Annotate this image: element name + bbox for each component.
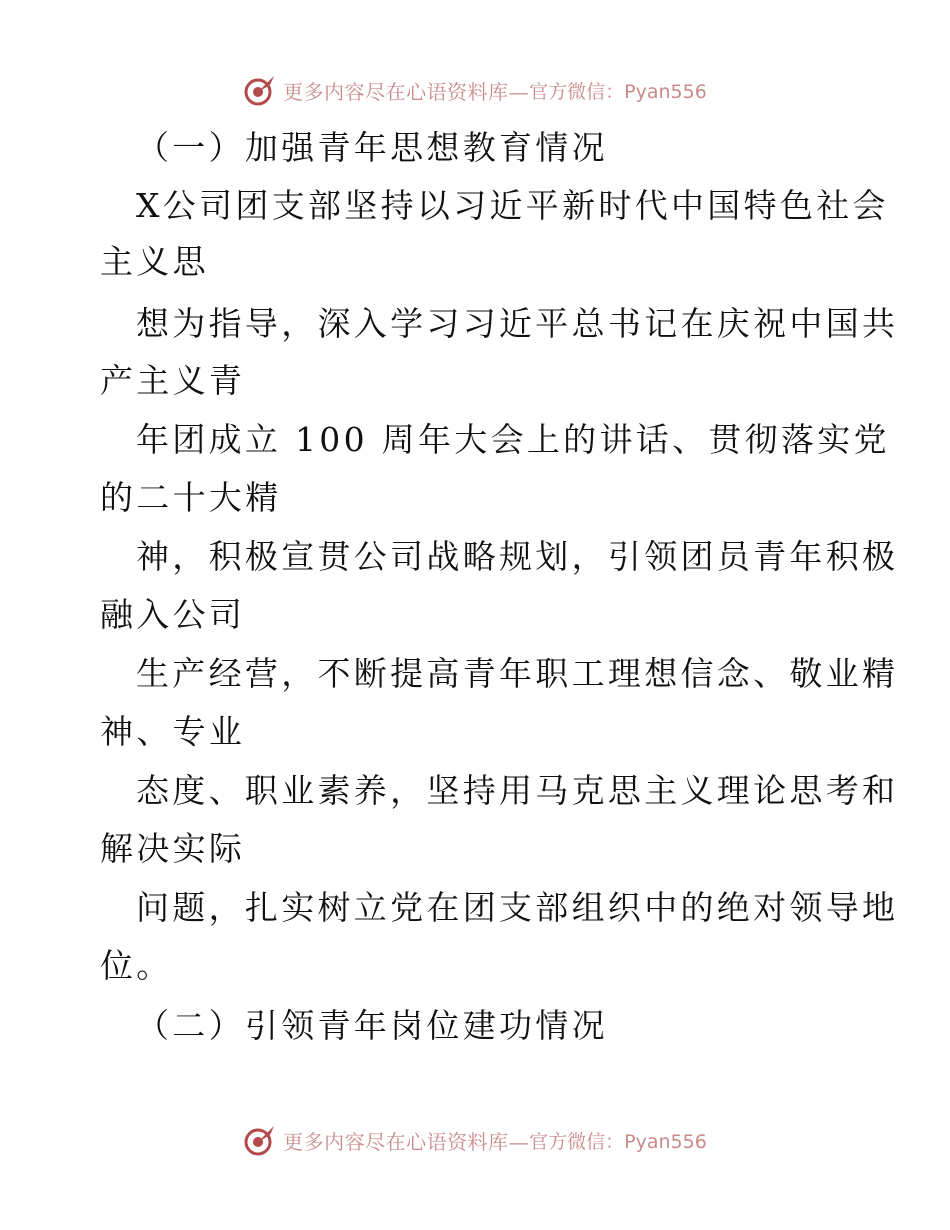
watermark-text: 更多内容尽在心语资料库— xyxy=(283,1129,530,1154)
paragraph-line: 态度、职业素养，坚持用马克思主义理论思考和 xyxy=(136,771,899,810)
paragraph-line: 年团成立 100 周年大会上的讲话、贯彻落实党 xyxy=(136,420,890,459)
watermark-contact: 官方微信：Pyan556 xyxy=(529,1130,707,1153)
paragraph-line: 主义思 xyxy=(100,242,209,281)
paragraph-line: 的二十大精 xyxy=(100,478,282,517)
quill-logo-icon xyxy=(243,1123,277,1157)
paragraph-line: 想为指导，深入学习习近平总书记在庆祝中国共 xyxy=(136,304,899,343)
watermark-footer xyxy=(0,1120,950,1160)
paragraph-line: 神，积极宣贯公司战略规划，引领团员青年积极 xyxy=(136,537,899,576)
paragraph-line: 位。 xyxy=(100,946,173,985)
paragraph-line: 解决实际 xyxy=(100,829,246,868)
paragraph-line: 神、专业 xyxy=(100,712,246,751)
paragraph-line: X公司团支部坚持以习近平新时代中国特色社会 xyxy=(136,186,889,225)
paragraph-line: 融入公司 xyxy=(100,595,246,634)
paragraph-line: 问题，扎实树立党在团支部组织中的绝对领导地 xyxy=(136,888,899,927)
paragraph-line: 生产经营，不断提高青年职工理想信念、敬业精 xyxy=(136,654,899,693)
paragraph-line: 产主义青 xyxy=(100,361,246,400)
section-heading-2: （二）引领青年岗位建功情况 xyxy=(136,1006,608,1045)
watermark-text: 更多内容尽在心语资料库— xyxy=(283,79,530,104)
section-heading-1: （一）加强青年思想教育情况 xyxy=(136,128,608,167)
watermark-contact: 官方微信：Pyan556 xyxy=(529,80,707,103)
